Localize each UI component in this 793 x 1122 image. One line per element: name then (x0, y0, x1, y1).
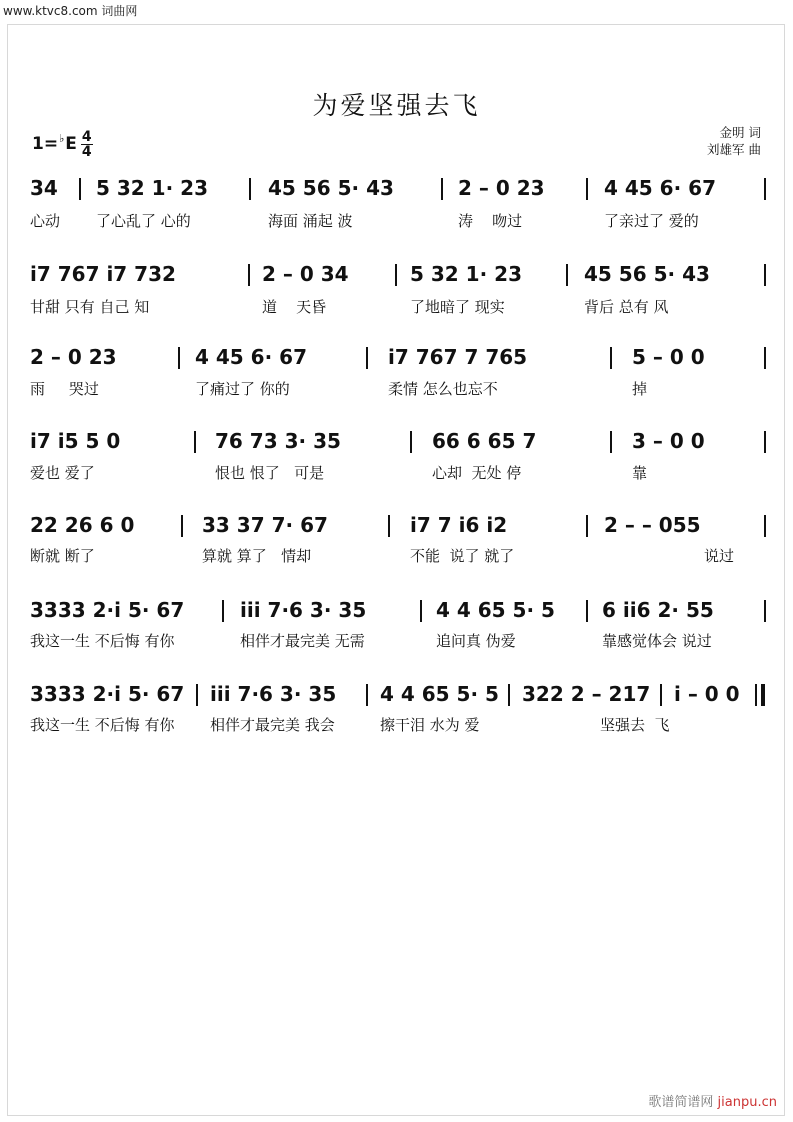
measure-notes: 5 32 1· 23 (96, 176, 208, 200)
lyric-segment: 道 天昏 (262, 298, 327, 316)
bar-line (566, 264, 568, 286)
bar-line (586, 600, 588, 622)
notation-line-4 (0, 429, 793, 459)
lyric-segment: 了心乱了 心的 (96, 212, 191, 230)
lyricist: 金明 词 (719, 125, 761, 140)
lyric-segment: 背后 总有 风 (584, 298, 669, 316)
lyric-segment: 擦干泪 水为 爱 (380, 716, 480, 734)
measure-notes: i7 7 i6 i2 (410, 513, 508, 537)
notation-line-6 (0, 598, 793, 628)
time-numerator: 4 (81, 128, 92, 145)
lyric-segment: 相伴才最完美 我会 (210, 716, 335, 734)
measure-notes: 5 32 1· 23 (410, 262, 522, 286)
lyric-line-7 (0, 714, 793, 736)
measure-notes: 33 37 7· 67 (202, 513, 328, 537)
lyric-segment: 靠 (632, 464, 648, 482)
lyric-segment: 恨也 恨了 可是 (215, 464, 325, 482)
site-watermark[interactable]: www.ktvc8.com 词曲网 (3, 4, 138, 18)
watermark-site-name: 歌谱简谱网 (648, 1095, 714, 1110)
lyric-segment: 爱也 爱了 (30, 464, 95, 482)
bar-line (366, 684, 368, 706)
bar-line (764, 264, 766, 286)
bar-line (248, 264, 250, 286)
lyric-segment: 海面 涌起 波 (268, 212, 353, 230)
lyric-segment: 甘甜 只有 自己 知 (30, 298, 150, 316)
lyric-segment: 了地暗了 现实 (410, 298, 505, 316)
bar-line (764, 431, 766, 453)
bar-line (388, 515, 390, 537)
measure-notes: 2 – – 055 (604, 513, 701, 537)
notation-line-2 (0, 262, 793, 292)
lyric-segment: 雨 哭过 (30, 380, 99, 398)
final-bar-thick (761, 684, 765, 706)
measure-notes: 4 4 65 5· 5 (380, 682, 499, 706)
lyric-line-1 (0, 210, 793, 232)
measure-notes: 22 26 6 0 (30, 513, 135, 537)
notation-line-3 (0, 345, 793, 375)
lyric-line-6 (0, 630, 793, 652)
bar-line (395, 264, 397, 286)
measure-notes: 322 2 – 217 (522, 682, 651, 706)
measure-notes: 4 45 6· 67 (195, 345, 307, 369)
lyric-line-3 (0, 378, 793, 400)
measure-notes: i – 0 0 (674, 682, 740, 706)
measure-notes: i7 767 i7 732 (30, 262, 176, 286)
lyric-line-4 (0, 462, 793, 484)
key-signature (32, 127, 93, 161)
key-letter: E (65, 134, 77, 154)
measure-notes: 3333 2·i 5· 67 (30, 682, 185, 706)
measure-notes: 45 56 5· 43 (584, 262, 710, 286)
lyric-segment: 断就 断了 (30, 547, 95, 565)
measure-notes: 4 4 65 5· 5 (436, 598, 555, 622)
measure-notes: iii 7·6 3· 35 (210, 682, 337, 706)
measure-notes: 66 6 65 7 (432, 429, 537, 453)
lyric-segment: 算就 算了 情却 (202, 547, 312, 565)
lyric-line-5 (0, 545, 793, 567)
bar-line (586, 515, 588, 537)
lyric-segment: 说过 (704, 547, 735, 565)
bar-line (441, 178, 443, 200)
bar-line (586, 178, 588, 200)
lyric-segment: 靠感觉体会 说过 (602, 632, 712, 650)
watermark-domain: jianpu.cn (717, 1095, 777, 1110)
flat-icon: ♭ (59, 131, 65, 145)
song-title: 为爱坚强去飞 (312, 91, 481, 120)
measure-notes: 3 – 0 0 (632, 429, 705, 453)
lyric-segment: 了亲过了 爱的 (604, 212, 699, 230)
measure-notes: i7 i5 5 0 (30, 429, 121, 453)
bar-line (610, 431, 612, 453)
notation-line-7 (0, 682, 793, 712)
bar-line (196, 684, 198, 706)
bar-line (764, 178, 766, 200)
time-denominator: 4 (81, 143, 92, 160)
bar-line (764, 600, 766, 622)
measure-notes: 34 (30, 176, 58, 200)
lyric-segment: 不能 说了 就了 (410, 547, 515, 565)
notation-line-1 (0, 176, 793, 206)
bar-line (764, 515, 766, 537)
lyric-segment: 追问真 伪爱 (436, 632, 516, 650)
bar-line (181, 515, 183, 537)
lyric-segment: 柔情 怎么也忘不 (388, 380, 498, 398)
bar-line (366, 347, 368, 369)
lyric-segment: 心动 (30, 212, 61, 230)
lyric-segment: 相伴才最完美 无需 (240, 632, 365, 650)
key-prefix: 1= (32, 134, 59, 154)
bar-line (410, 431, 412, 453)
composer: 刘雄军 曲 (707, 142, 761, 157)
measure-notes: 2 – 0 23 (30, 345, 117, 369)
measure-notes: 4 45 6· 67 (604, 176, 716, 200)
measure-notes: iii 7·6 3· 35 (240, 598, 367, 622)
lyric-segment: 涛 吻过 (458, 212, 523, 230)
footer-watermark[interactable] (648, 1091, 777, 1110)
bar-line (249, 178, 251, 200)
lyric-segment: 我这一生 不后悔 有你 (30, 716, 175, 734)
lyric-segment: 我这一生 不后悔 有你 (30, 632, 175, 650)
bar-line (178, 347, 180, 369)
lyric-segment: 掉 (632, 380, 648, 398)
measure-notes: i7 767 7 765 (388, 345, 528, 369)
measure-notes: 6 ii6 2· 55 (602, 598, 714, 622)
time-signature (81, 130, 93, 159)
bar-line (660, 684, 662, 706)
measure-notes: 45 56 5· 43 (268, 176, 394, 200)
bar-line (764, 347, 766, 369)
measure-notes: 2 – 0 34 (262, 262, 349, 286)
bar-line (79, 178, 81, 200)
bar-line (508, 684, 510, 706)
measure-notes: 76 73 3· 35 (215, 429, 341, 453)
measure-notes: 2 – 0 23 (458, 176, 545, 200)
credits (707, 124, 761, 158)
bar-line (222, 600, 224, 622)
bar-line (194, 431, 196, 453)
lyric-segment: 心却 无处 停 (432, 464, 522, 482)
measure-notes: 3333 2·i 5· 67 (30, 598, 185, 622)
measure-notes: 5 – 0 0 (632, 345, 705, 369)
notation-line-5 (0, 513, 793, 543)
lyric-line-2 (0, 296, 793, 318)
lyric-segment: 坚强去 飞 (600, 716, 670, 734)
bar-line (420, 600, 422, 622)
bar-line (610, 347, 612, 369)
lyric-segment: 了痛过了 你的 (195, 380, 290, 398)
final-bar-thin (755, 684, 757, 706)
